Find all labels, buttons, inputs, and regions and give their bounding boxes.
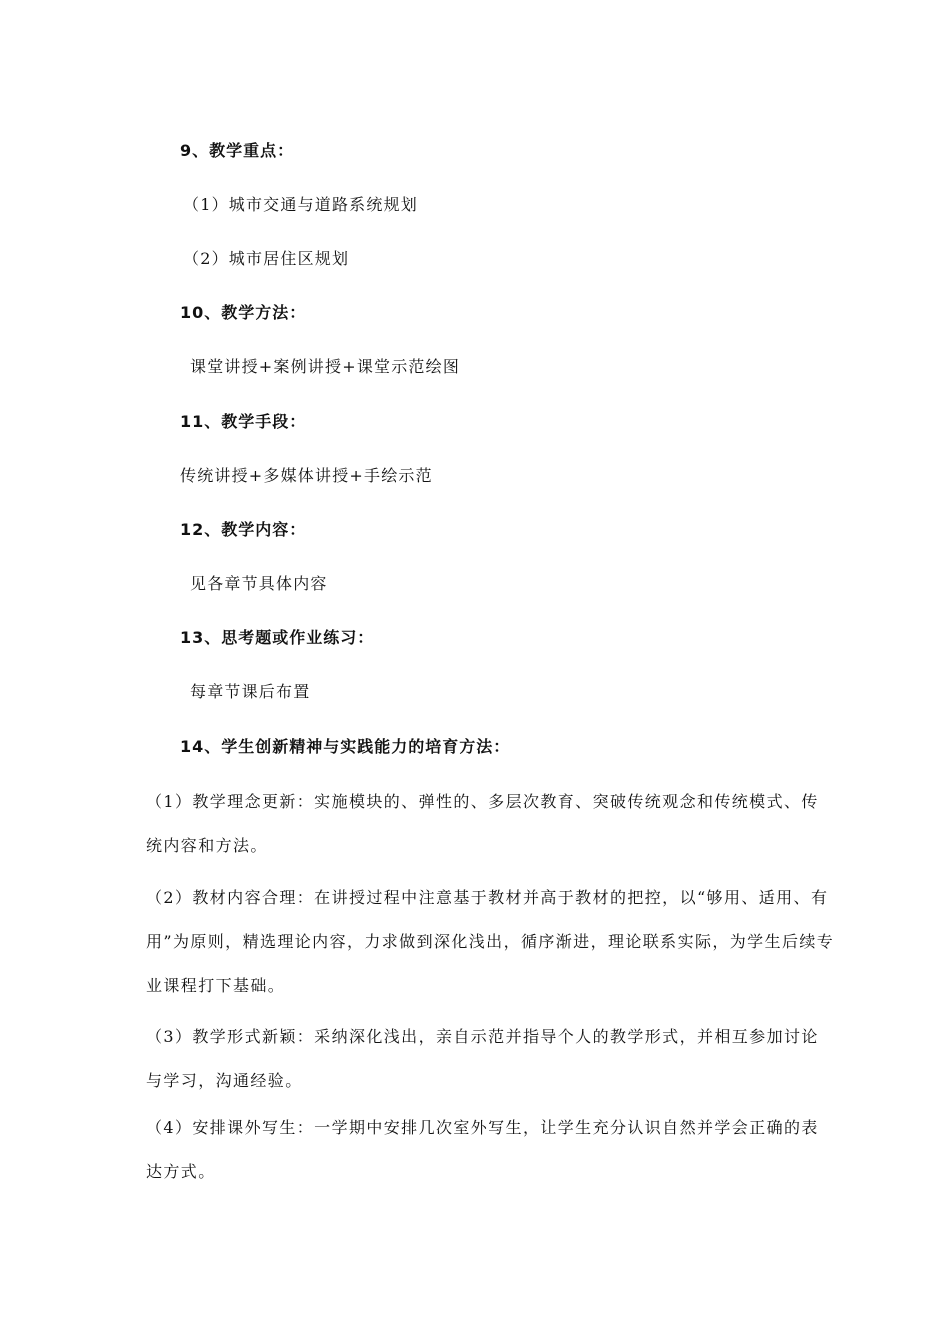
section-10-heading: 10、教学方法： — [180, 303, 307, 322]
section-14-paragraph-1: （1）教学理念更新：实施模块的、弹性的、多层次教育、突破传统观念和传统模式、传统内容和方法。 — [146, 792, 819, 855]
section-11-heading: 11、教学手段： — [180, 412, 307, 431]
section-14-paragraph-4: （4）安排课外写生：一学期中安排几次室外写生，让学生充分认识自然并学会正确的表达方式。 — [146, 1118, 819, 1181]
section-12-text: 见各章节具体内容 — [190, 574, 328, 593]
section-9-heading: 9、教学重点： — [180, 141, 295, 160]
section-9-item-2: （2）城市居住区规划 — [183, 249, 350, 268]
section-10-text: 课堂讲授+案例讲授+课堂示范绘图 — [190, 357, 461, 376]
section-9-item-1: （1）城市交通与道路系统规划 — [183, 195, 418, 214]
section-14-paragraph-2: （2）教材内容合理：在讲授过程中注意基于教材并高于教材的把控，以“够用、适用、有用”为原则，精选理论内容，力求做到深化浅出，循序渐进，理论联系实际，为学生后续专业课程打下基础。 — [146, 888, 835, 995]
section-13-text: 每章节课后布置 — [190, 682, 311, 701]
section-13-heading: 13、思考题或作业练习： — [180, 628, 375, 647]
section-14-paragraph-3: （3）教学形式新颖：采纳深化浅出，亲自示范并指导个人的教学形式，并相互参加讨论与学习，沟通经验。 — [146, 1027, 819, 1090]
section-14-heading: 14、学生创新精神与实践能力的培育方法： — [180, 737, 511, 756]
section-11-text: 传统讲授+多媒体讲授+手绘示范 — [180, 466, 433, 485]
section-12-heading: 12、教学内容： — [180, 520, 307, 539]
